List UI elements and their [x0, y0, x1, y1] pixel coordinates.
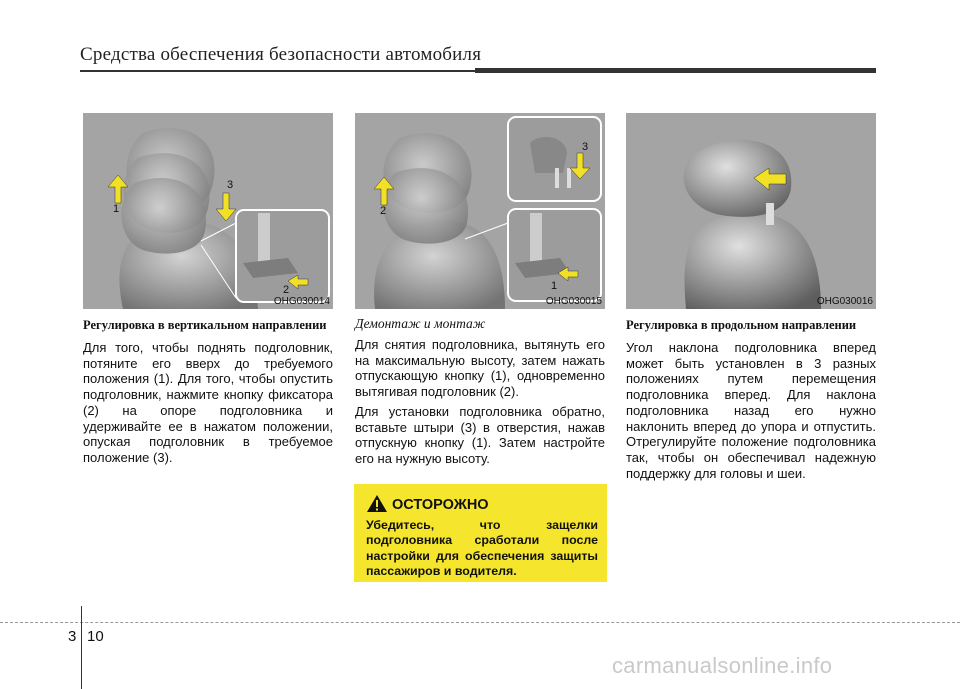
paragraph: Для снятия подголовника, вытянуть его на максимальную высоту, затем нажать отпускающую кнопку (1), одновременно вытягивая подголовник (2). — [355, 337, 605, 400]
column-vertical-adjustment — [83, 318, 333, 470]
figure-code: OHG030015 — [545, 296, 602, 307]
headrest-tilt-illustration — [626, 113, 876, 309]
column-removal-installation — [355, 316, 605, 471]
figure-longitudinal-adjustment — [626, 113, 876, 309]
paragraph: Для установки подголовника обратно, вставьте штыри (3) в отверстия, нажав отпускную кнопку (1). Затем настройте его на нужную высоту. — [355, 403, 605, 466]
warning-title: ОСТОРОЖНО — [392, 497, 489, 513]
figure-removal-installation — [355, 113, 605, 309]
footer-divider — [81, 606, 82, 689]
label-1: 1 — [551, 280, 558, 292]
label-3: 3 — [582, 141, 589, 153]
watermark-text: carmanualsonline.info — [612, 653, 833, 678]
footer-rule — [0, 622, 960, 623]
chapter-number: 3 — [68, 628, 77, 645]
warning-triangle-icon — [366, 494, 388, 513]
figure-code: OHG030016 — [816, 296, 873, 307]
headrest-vertical-illustration — [83, 113, 333, 309]
label-2: 2 — [283, 284, 290, 296]
page-number: 10 — [87, 628, 104, 645]
warning-box — [354, 484, 607, 582]
column-longitudinal-adjustment — [626, 318, 876, 485]
paragraph: Для того, чтобы поднять подголовник, потяните его вверх до требуемого положения (1). Для того, чтобы опустить подголовник, нажмите кнопку фиксатора (2) на опоре подголовника и удерживайте ее в нажатом положении, опуская подголовник в требуемое положение (3). — [83, 340, 333, 465]
section-heading: Регулировка в продольном направлении — [626, 318, 857, 332]
header-rule-accent — [475, 68, 876, 73]
page-header-title: Средства обеспечения безопасности автомобиля — [80, 44, 482, 65]
section-heading: Регулировка в вертикальном направлении — [83, 318, 327, 332]
paragraph: Угол наклона подголовника вперед может быть установлен в 3 разных положениях путем перемещения подголовника вперед. Для наклона подголовника назад его нужно наклонить вперед до упора и отпустить. Отрегулируйте положение подголовника так, чтобы он обеспечивал надежную поддержку для головы и шеи. — [626, 340, 876, 481]
label-1: 1 — [113, 203, 120, 215]
headrest-removal-illustration — [355, 113, 605, 309]
label-3: 3 — [227, 179, 234, 191]
section-heading: Демонтаж и монтаж — [355, 316, 486, 331]
figure-code: OHG030014 — [273, 296, 330, 307]
label-2: 2 — [380, 205, 387, 217]
warning-text: Убедитесь, что защелки подголовника сработали после настройки для обеспечения защиты пассажиров и водителя. — [366, 518, 598, 578]
figure-vertical-adjustment — [83, 113, 333, 309]
